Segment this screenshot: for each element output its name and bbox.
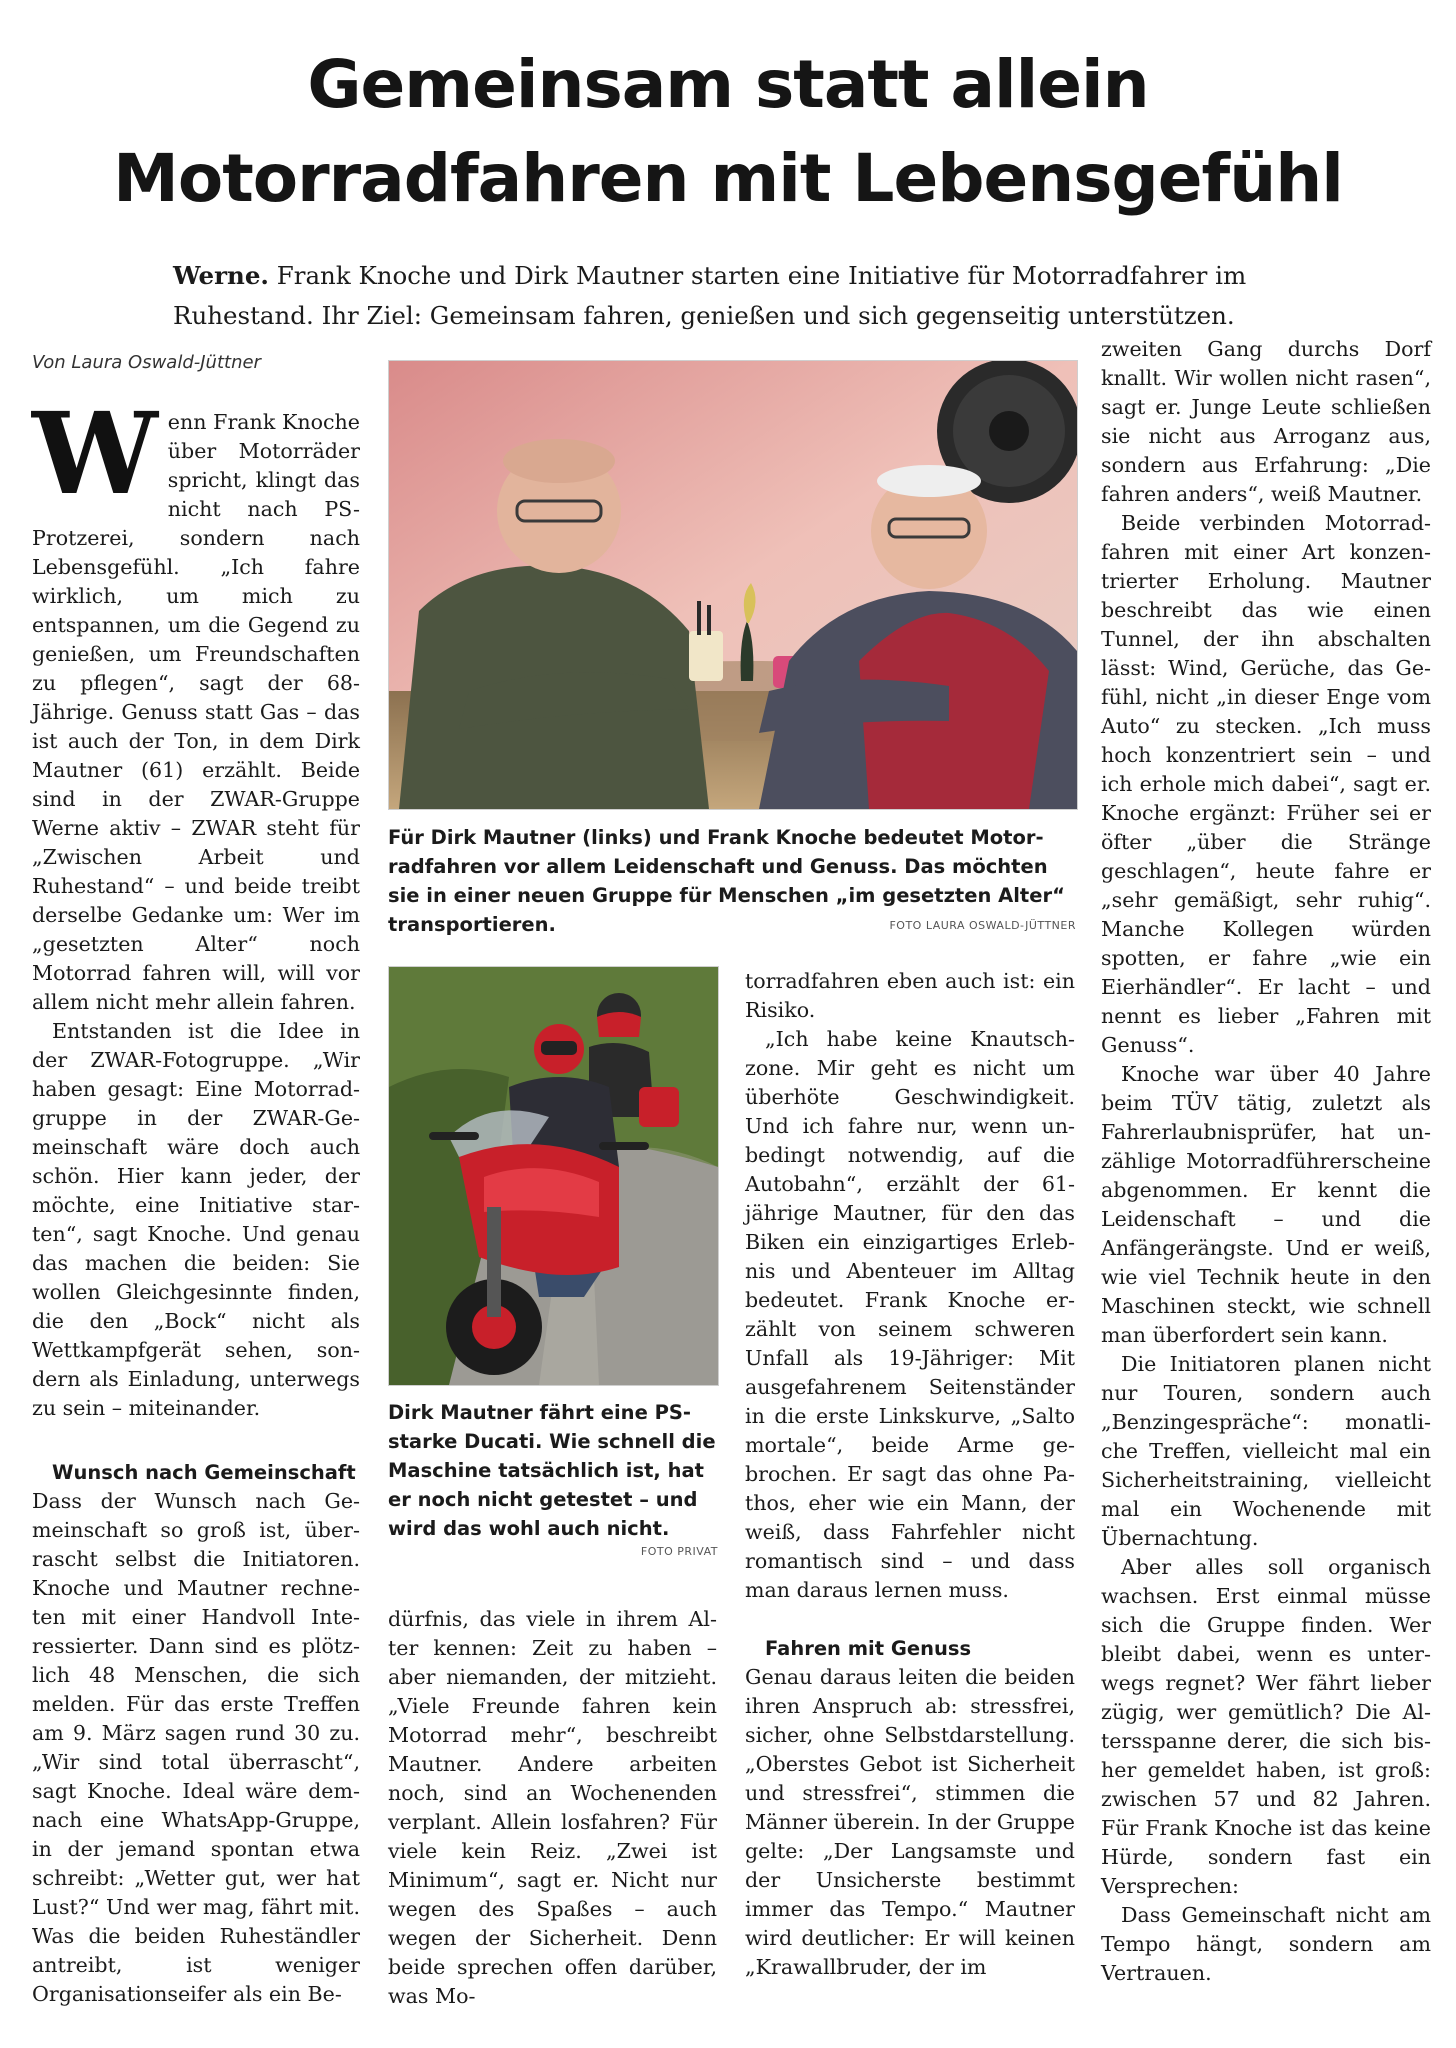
teaser-location: Werne. — [173, 261, 269, 290]
paragraph: Dass Gemeinschaft nicht am Tempo hängt, sondern am Vertrauen. — [1101, 1903, 1431, 1985]
subhead-genuss: Fahren mit Genuss — [765, 1637, 972, 1660]
photo-illustration — [389, 967, 718, 1385]
paragraph: Aber alles soll organisch wachsen. Erst einmal müsse sich die Gruppe finden. Wer bleibt dabei, wenn es unterwegs regnet? Wer fährt lieber zügig, wer gemütlich? Die Altersspanne derer, die sich bisher gemeldet haben, ist groß: zwischen 57 und 82 Jahren. Für Frank Knoche ist das keine Hürde, sondern fast ein Versprechen: — [1101, 1555, 1431, 1898]
photo-motorcycle — [388, 966, 719, 1386]
column-2 — [388, 1605, 717, 2011]
paragraph: Beide verbinden Motorradfahren mit einer Art konzentrierter Erholung. Mautner beschreibt das wie einen Tunnel, der ihn abschalten lässt: Wind, Gerüche, das Gefühl, nicht „in dieser Enge vom Auto“ zu stecken. „Ich muss hoch konzentriert sein – und ich erhole mich dabei“, sagt er. Knoche ergänzt: Früher sei er öfter „über die Stränge geschlagen“, heute fahre er „sehr gemäßigt, sehr ruhig“. Manche Kollegen würden spotten, er fahre „wie ein Eierhändler“. Er lacht – und nennt es lieber „Fahren mit Genuss“. — [1101, 511, 1431, 1057]
column-1 — [32, 389, 360, 1423]
photo-two-men-at-table — [388, 360, 1078, 810]
photo-credit: FOTO LAURA OSWALD-JÜTTNER — [889, 919, 1076, 932]
paragraph-intro — [32, 389, 360, 1017]
paragraph: Entstanden ist die Idee in der ZWAR-Fotogruppe. „Wir haben gesagt: Eine Motorradgruppe in der ZWAR-Gemeinschaft wäre doch auch schön. Hier kann jeder, der möchte, eine Initiative starten“, sagt Knoche. Und genau das machen die beiden: Sie wollen Gleichgesinnte finden, die den „Bock“ nicht als Wettkampfgerät sehen, sondern als Einladung, unterwegs zu sein – miteinander. — [32, 1019, 360, 1420]
headline-line-1: Gemeinsam statt allein — [307, 46, 1149, 123]
byline: Von Laura Oswald-Jüttner — [32, 352, 261, 373]
paragraph: dürfnis, das viele in ihrem Alter kennen: Zeit zu haben – aber niemanden, der mitzieht. „Viele Freunde fahren kein Motorrad mehr“, beschreibt Mautner. Andere arbeiten noch, sind an Wochenenden verplant. Allein losfahren? Für viele kein Reiz. „Zwei ist Minimum“, sagt er. Nicht nur wegen des Spaßes – auch wegen der Sicherheit. Denn beide sprechen offen darüber, was Mo- — [388, 1607, 717, 2008]
column-4 — [1101, 335, 1431, 1988]
headline-line-2: Motorradfahren mit Lebensgefühl — [113, 140, 1343, 217]
paragraph: Knoche war über 40 Jahre beim TÜV tätig, zuletzt als Fahrerlaubnisprüfer, hat unzählige Motorradführerscheine abgenommen. Er kennt die Leidenschaft – und die Anfängerängste. Und er weiß, wie viel Technik heute in den Maschinen steckt, wie schnell man überfordert sein kann. — [1101, 1062, 1431, 1347]
drop-cap: W — [32, 389, 158, 520]
photo-caption: Für Dirk Mautner (links) und Frank Knoche bedeutet Motorradfahren vor allem Leidenschaft und Genuss. Das möchten sie in einer neuen Gruppe für Menschen „im gesetzten Alter“ transportieren. — [388, 826, 1065, 936]
photo-illustration — [389, 361, 1077, 809]
paragraph: zweiten Gang durchs Dorf knallt. Wir wollen nicht rasen“, sagt er. Junge Leute schließen sie nicht aus Arroganz aus, sondern aus Erfahrung: „Die fahren anders“, weiß Mautner. — [1101, 337, 1431, 506]
paragraph: torradfahren eben auch ist: ein Risiko. — [745, 969, 1075, 1022]
teaser — [173, 256, 1313, 336]
teaser-text: Frank Knoche und Dirk Mautner starten eine Initiative für Motorradfahrer im Ruhestand. Ihr Ziel: Gemeinsam fahren, genießen und sich gegenseitig unterstützen. — [173, 261, 1247, 330]
headline — [30, 38, 1426, 226]
column-3 — [745, 967, 1075, 1982]
paragraph-intro-text: enn Frank Knoche über Motorräder spricht, klingt das nicht nach PS-Protzerei, sondern nach Lebensgefühl. „Ich fahre wirklich, um mich zu entspannen, um die Gegend zu genießen, um Freundschaften zu pflegen“, sagt der 68-Jährige. Genuss statt Gas – das ist auch der Ton, in dem Dirk Mautner (61) erzählt. Beide sind in der ZWAR-Gruppe Werne aktiv – ZWAR steht für „Zwischen Arbeit und Ruhestand“ – und beide treibt derselbe Gedanke um: Wer im „gesetzten Alter“ noch Motorrad fahren will, will vor allem nicht mehr allein fahren. — [32, 410, 360, 1014]
photo-credit: FOTO PRIVAT — [640, 1545, 718, 1558]
column-1-lower — [32, 1458, 360, 2009]
paragraph: Die Initiatoren planen nicht nur Touren, sondern auch „Benzingespräche“: monatliche Treffen, vielleicht mal ein Sicherheitstraining, vielleicht mal ein Wochenende mit Übernachtung. — [1101, 1352, 1431, 1550]
paragraph: „Ich habe keine Knautschzone. Mir geht es nicht um überhöte Geschwindigkeit. Und ich fahre nur, wenn unbedingt notwendig, auf die Autobahn“, erzählt der 61-jährige Mautner, für den das Biken ein einzigartiges Erlebnis und Abenteuer im Alltag bedeutet. Frank Knoche erzählt von seinem schweren Unfall als 19-Jähriger: Mit ausgefahrenem Seitenständer in die erste Linkskurve, „Salto mortale“, beide Arme gebrochen. Er sagt das ohne Pathos, eher wie ein Mann, der weiß, dass Fahrfehler nicht romantisch sind – und dass man daraus lernen muss. — [745, 1027, 1075, 1602]
subhead-gemeinschaft: Wunsch nach Gemeinschaft — [52, 1461, 356, 1484]
paragraph: Dass der Wunsch nach Gemeinschaft so groß ist, überrascht selbst die Initiatoren. Knoche und Mautner rechneten mit einer Handvoll Interessierter. Dann sind es plötzlich 48 Menschen, die sich melden. Für das erste Treffen am 9. März sagen rund 30 zu. „Wir sind total überrascht“, sagt Knoche. Ideal wäre demnach eine WhatsApp-Gruppe, in der jemand spontan etwa schreibt: „Wetter gut, wer hat Lust?“ Und wer mag, fährt mit. Was die beiden Ruheständler antreibt, ist weniger Organisationseifer als ein Be- — [32, 1489, 360, 2006]
photo-caption: Dirk Mautner fährt eine PSstarke Ducati. Wie schnell die Maschine tatsächlich ist, hat er noch nicht getestet – und wird das wohl auch nicht. — [388, 1401, 716, 1540]
paragraph: Genau daraus leiten die beiden ihren Anspruch ab: stressfrei, sicher, ohne Selbstdarstellung. „Oberstes Gebot ist Sicherheit und stressfrei“, stimmen die Männer überein. In der Gruppe gelte: „Der Langsamste und der Unsicherste bestimmt immer das Tempo.“ Mautner wird deutlicher: Er will keinen „Krawallbruder, der im — [745, 1665, 1075, 1979]
